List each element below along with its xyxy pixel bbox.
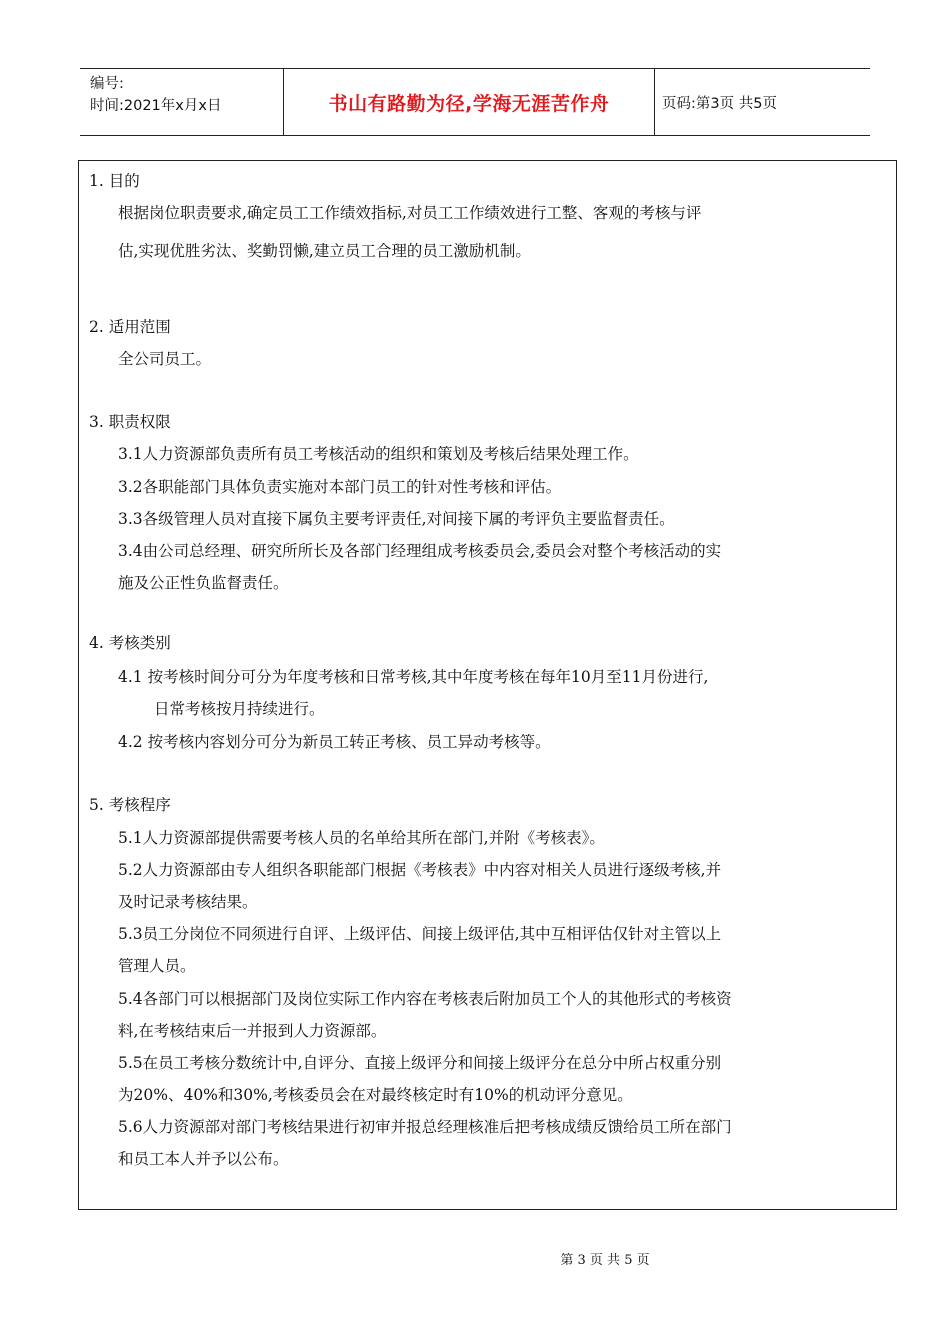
list-item: 3.4由公司总经理、研究所所长及各部门经理组成考核委员会,委员会对整个考核活动的实 [118, 542, 722, 560]
section-title-categories: 4. 考核类别 [89, 634, 171, 652]
list-item: 3.2各职能部门具体负责实施对本部门员工的针对性考核和评估。 [118, 478, 562, 496]
list-item: 5.6人力资源部对部门考核结果进行初审并报总经理核准后把考核成绩反馈给员工所在部门 [118, 1118, 732, 1136]
list-item: 5.2人力资源部由专人组织各职能部门根据《考核表》中内容对相关人员进行逐级考核,并 [118, 861, 722, 879]
list-item: 5.5在员工考核分数统计中,自评分、直接上级评分和间接上级评分在总分中所占权重分别 [118, 1054, 722, 1072]
header-divider [654, 69, 655, 135]
list-item: 5.3员工分岗位不同须进行自评、上级评估、间接上级评估,其中互相评估仅针对主管以上 [118, 925, 722, 943]
page-footer [0, 1249, 950, 1268]
content-box [78, 160, 897, 1210]
document-number-label: 编号: [90, 76, 124, 92]
header-divider [283, 69, 284, 135]
section-title-scope: 2. 适用范围 [89, 318, 171, 336]
list-item-continuation: 管理人员。 [118, 957, 196, 975]
list-item: 4.1 按考核时间分可分为年度考核和日常考核,其中年度考核在每年10月至11月份进行, [118, 668, 709, 686]
section-title-responsibilities: 3. 职责权限 [89, 413, 171, 431]
list-item-continuation: 料,在考核结束后一并报到人力资源部。 [118, 1022, 387, 1040]
paragraph-line: 全公司员工。 [118, 350, 212, 368]
list-item: 3.1人力资源部负责所有员工考核活动的组织和策划及考核后结果处理工作。 [118, 445, 639, 463]
list-item-continuation: 为20%、40%和30%,考核委员会在对最终核定时有10%的机动评分意见。 [118, 1086, 633, 1104]
section-title-procedure: 5. 考核程序 [89, 796, 171, 814]
paragraph-line: 根据岗位职责要求,确定员工工作绩效指标,对员工工作绩效进行工整、客观的考核与评 [118, 204, 702, 222]
section-title-purpose: 1. 目的 [89, 172, 140, 190]
list-item-continuation: 施及公正性负监督责任。 [118, 574, 289, 592]
list-item-continuation: 日常考核按月持续进行。 [154, 700, 325, 718]
document-header [80, 68, 870, 136]
list-item-continuation: 和员工本人并予以公布。 [118, 1150, 289, 1168]
paragraph-line: 估,实现优胜劣汰、奖勤罚懒,建立员工合理的员工激励机制。 [118, 242, 531, 260]
list-item: 3.3各级管理人员对直接下属负主要考评责任,对间接下属的考评负主要监督责任。 [118, 510, 675, 528]
header-page-number: 页码:第3页 共5页 [662, 95, 777, 112]
list-item: 5.4各部门可以根据部门及岗位实际工作内容在考核表后附加员工个人的其他形式的考核资 [118, 990, 732, 1008]
list-item: 5.1人力资源部提供需要考核人员的名单给其所在部门,并附《考核表》。 [118, 829, 605, 847]
header-motto: 书山有路勤为径,学海无涯苦作舟 [328, 92, 610, 115]
header-meta [90, 73, 280, 117]
list-item-continuation: 及时记录考核结果。 [118, 893, 258, 911]
list-item: 4.2 按考核内容划分可分为新员工转正考核、员工异动考核等。 [118, 733, 551, 751]
page-footer-number: 第 3 页 共 5 页 [560, 1253, 650, 1268]
document-date-label: 时间:2021年x月x日 [90, 98, 222, 114]
